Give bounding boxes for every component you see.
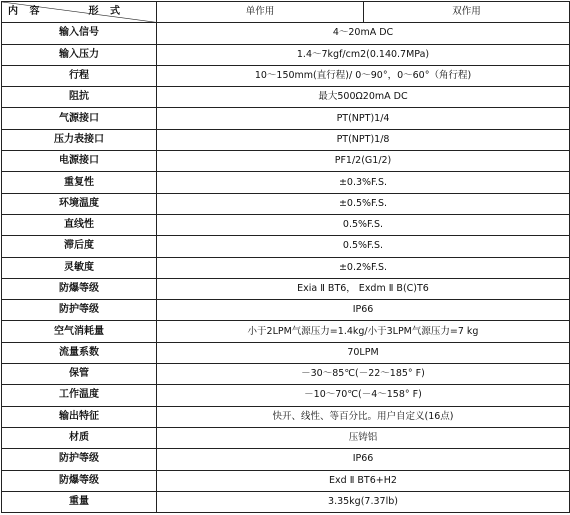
table-row xyxy=(2,129,570,150)
row-value: PT(NPT)1/8 xyxy=(157,129,570,150)
row-label: 滞后度 xyxy=(2,236,157,257)
table-row xyxy=(2,491,570,512)
row-label: 环境温度 xyxy=(2,193,157,214)
row-label: 阻抗 xyxy=(2,87,157,108)
row-label: 防护等级 xyxy=(2,300,157,321)
row-value: 10～150mm(直行程)/ 0～90°，0～60°（角行程) xyxy=(157,65,570,86)
corner-content-label: 内 容 xyxy=(8,6,44,18)
row-value: 0.5%F.S. xyxy=(157,236,570,257)
table-row xyxy=(2,406,570,427)
row-value: 4～20mA DC xyxy=(157,23,570,44)
table-row xyxy=(2,193,570,214)
row-label: 重复性 xyxy=(2,172,157,193)
table-header-row xyxy=(2,2,570,23)
row-label: 流量系数 xyxy=(2,342,157,363)
table-row xyxy=(2,108,570,129)
row-label: 灵敏度 xyxy=(2,257,157,278)
row-value: 1.4～7kgf/cm2(0.140.7MPa) xyxy=(157,44,570,65)
row-value: －10～70℃(－4～158° F) xyxy=(157,385,570,406)
row-label: 重量 xyxy=(2,491,157,512)
corner-header-cell xyxy=(2,2,157,23)
table-row xyxy=(2,236,570,257)
row-label: 直线性 xyxy=(2,214,157,235)
row-label: 行程 xyxy=(2,65,157,86)
table-body xyxy=(2,23,570,513)
row-label: 防爆等级 xyxy=(2,470,157,491)
table-row xyxy=(2,257,570,278)
row-label: 工作温度 xyxy=(2,385,157,406)
spec-sheet xyxy=(1,1,569,513)
row-label: 防爆等级 xyxy=(2,278,157,299)
table-row xyxy=(2,300,570,321)
row-value: ±0.5%F.S. xyxy=(157,193,570,214)
row-value: IP66 xyxy=(157,300,570,321)
row-value: ±0.2%F.S. xyxy=(157,257,570,278)
corner-type-label: 形 式 xyxy=(88,6,124,17)
specification-table xyxy=(1,1,570,513)
row-label: 输入信号 xyxy=(2,23,157,44)
row-label: 电源接口 xyxy=(2,151,157,172)
table-row xyxy=(2,342,570,363)
row-value: 压铸铝 xyxy=(157,427,570,448)
table-row xyxy=(2,427,570,448)
row-value: －30～85℃(－22～185° F) xyxy=(157,364,570,385)
table-row xyxy=(2,87,570,108)
table-row xyxy=(2,449,570,470)
row-label: 空气消耗量 xyxy=(2,321,157,342)
row-value: 小于2LPM气源压力=1.4kg/小于3LPM气源压力=7 kg xyxy=(157,321,570,342)
row-label: 压力表接口 xyxy=(2,129,157,150)
table-row xyxy=(2,44,570,65)
row-value: 0.5%F.S. xyxy=(157,214,570,235)
row-value: PT(NPT)1/4 xyxy=(157,108,570,129)
row-label: 材质 xyxy=(2,427,157,448)
row-value: IP66 xyxy=(157,449,570,470)
table-row xyxy=(2,65,570,86)
table-row xyxy=(2,470,570,491)
table-row xyxy=(2,364,570,385)
row-value: 3.35kg(7.37lb) xyxy=(157,491,570,512)
table-row xyxy=(2,23,570,44)
table-row xyxy=(2,385,570,406)
row-label: 保管 xyxy=(2,364,157,385)
row-value: Exia Ⅱ BT6， Exdm Ⅱ B(C)T6 xyxy=(157,278,570,299)
table-row xyxy=(2,214,570,235)
row-value: Exd Ⅱ BT6+H2 xyxy=(157,470,570,491)
row-label: 气源接口 xyxy=(2,108,157,129)
row-value: PF1/2(G1/2) xyxy=(157,151,570,172)
row-value: 最大500Ω20mA DC xyxy=(157,87,570,108)
row-label: 防护等级 xyxy=(2,449,157,470)
row-value: 快开、线性、等百分比。用户自定义(16点) xyxy=(157,406,570,427)
table-row xyxy=(2,321,570,342)
row-label: 输出特征 xyxy=(2,406,157,427)
table-row xyxy=(2,278,570,299)
double-acting-header: 双作用 xyxy=(364,2,570,23)
table-row xyxy=(2,151,570,172)
single-acting-header: 单作用 xyxy=(157,2,364,23)
row-value: 70LPM xyxy=(157,342,570,363)
table-row xyxy=(2,172,570,193)
row-label: 输入压力 xyxy=(2,44,157,65)
row-value: ±0.3%F.S. xyxy=(157,172,570,193)
